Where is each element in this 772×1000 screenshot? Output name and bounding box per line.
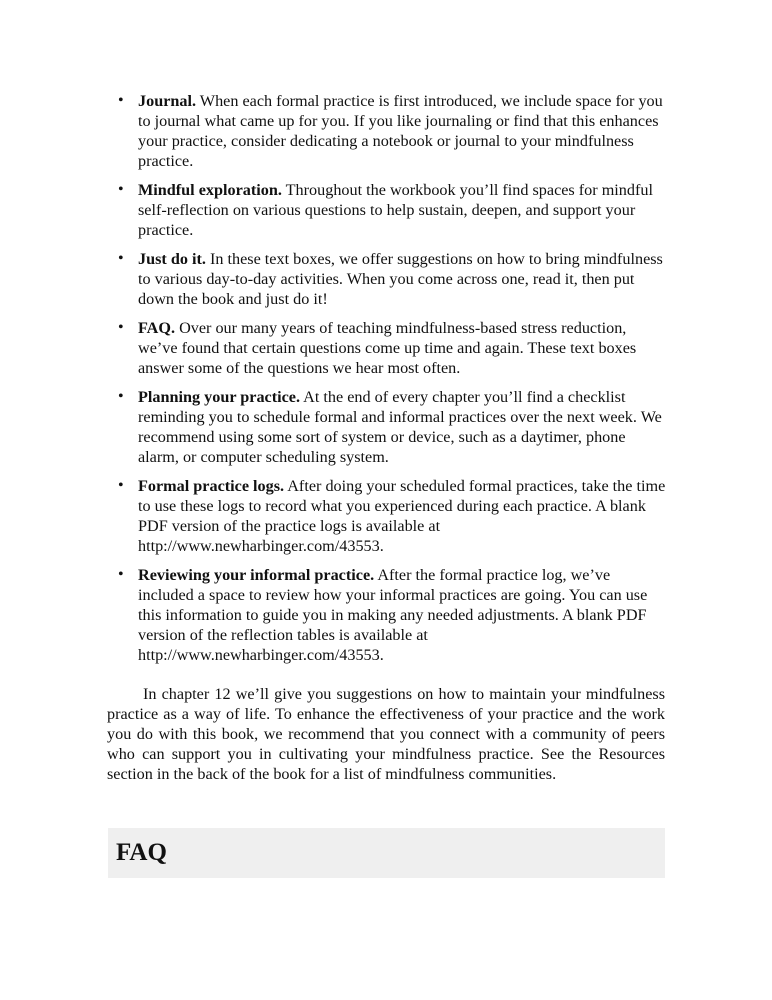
list-item-term: Just do it. (138, 250, 206, 268)
list-item-term: Mindful exploration. (138, 181, 282, 199)
list-item-text: At the end of every chapter you’ll find a checklist reminding you to schedule formal and informal practices over the next week. We recommend using some sort of system or device, such as a daytimer, phone alarm, or computer scheduling system. (138, 388, 662, 466)
list-item-text: When each formal practice is first introduced, we include space for you to journal what came up for you. If you like journaling or find that this enhances your practice, consider dedicating a notebook or journal to your mindfulness practice. (138, 92, 663, 170)
list-item-term: Journal. (138, 92, 197, 110)
faq-heading: FAQ (116, 839, 167, 866)
list-item-term: Reviewing your informal practice. (138, 566, 375, 584)
list-item (138, 249, 666, 309)
list-item (138, 387, 666, 467)
list-item-text: Throughout the workbook you’ll find spaces for mindful self-reflection on various questions to help sustain, deepen, and support your practice. (138, 181, 653, 239)
list-item-term: Planning your practice. (138, 388, 301, 406)
list-item (138, 476, 666, 556)
list-item (138, 318, 666, 378)
list-item (138, 180, 666, 240)
list-item-text: Over our many years of teaching mindfulness-based stress reduction, we’ve found that certain questions come up time and again. These text boxes answer some of the questions we hear most often. (138, 319, 637, 377)
list-item-term: Formal practice logs. (138, 477, 285, 495)
faq-header-box (108, 828, 665, 878)
list-item-term: FAQ. (138, 319, 176, 337)
feature-list (138, 91, 666, 674)
list-item (138, 91, 666, 171)
list-item-text: After the formal practice log, we’ve included a space to review how your informal practices are going. You can use this information to guide you in making any needed adjustments. A blank PDF version of the reflection tables is available at http://www.newharbinger.com/43553. (138, 566, 648, 664)
list-item-text: After doing your scheduled formal practices, take the time to use these logs to record what you experienced during each practice. A blank PDF version of the practice logs is available at http://www.newharbinger.com/43553. (138, 477, 666, 555)
body-paragraph: In chapter 12 we’ll give you suggestions on how to maintain your mindfulness practice as a way of life. To enhance the effectiveness of your practice and the work you do with this book, we recommend that you connect with a community of peers who can support you in cultivating your mindfulness practice. See the Resources section in the back of the book for a list of mindfulness communities. (107, 685, 665, 783)
list-item-text: In these text boxes, we offer suggestions on how to bring mindfulness to various day-to-day activities. When you come across one, read it, then put down the book and just do it! (138, 250, 663, 308)
list-item (138, 565, 666, 665)
